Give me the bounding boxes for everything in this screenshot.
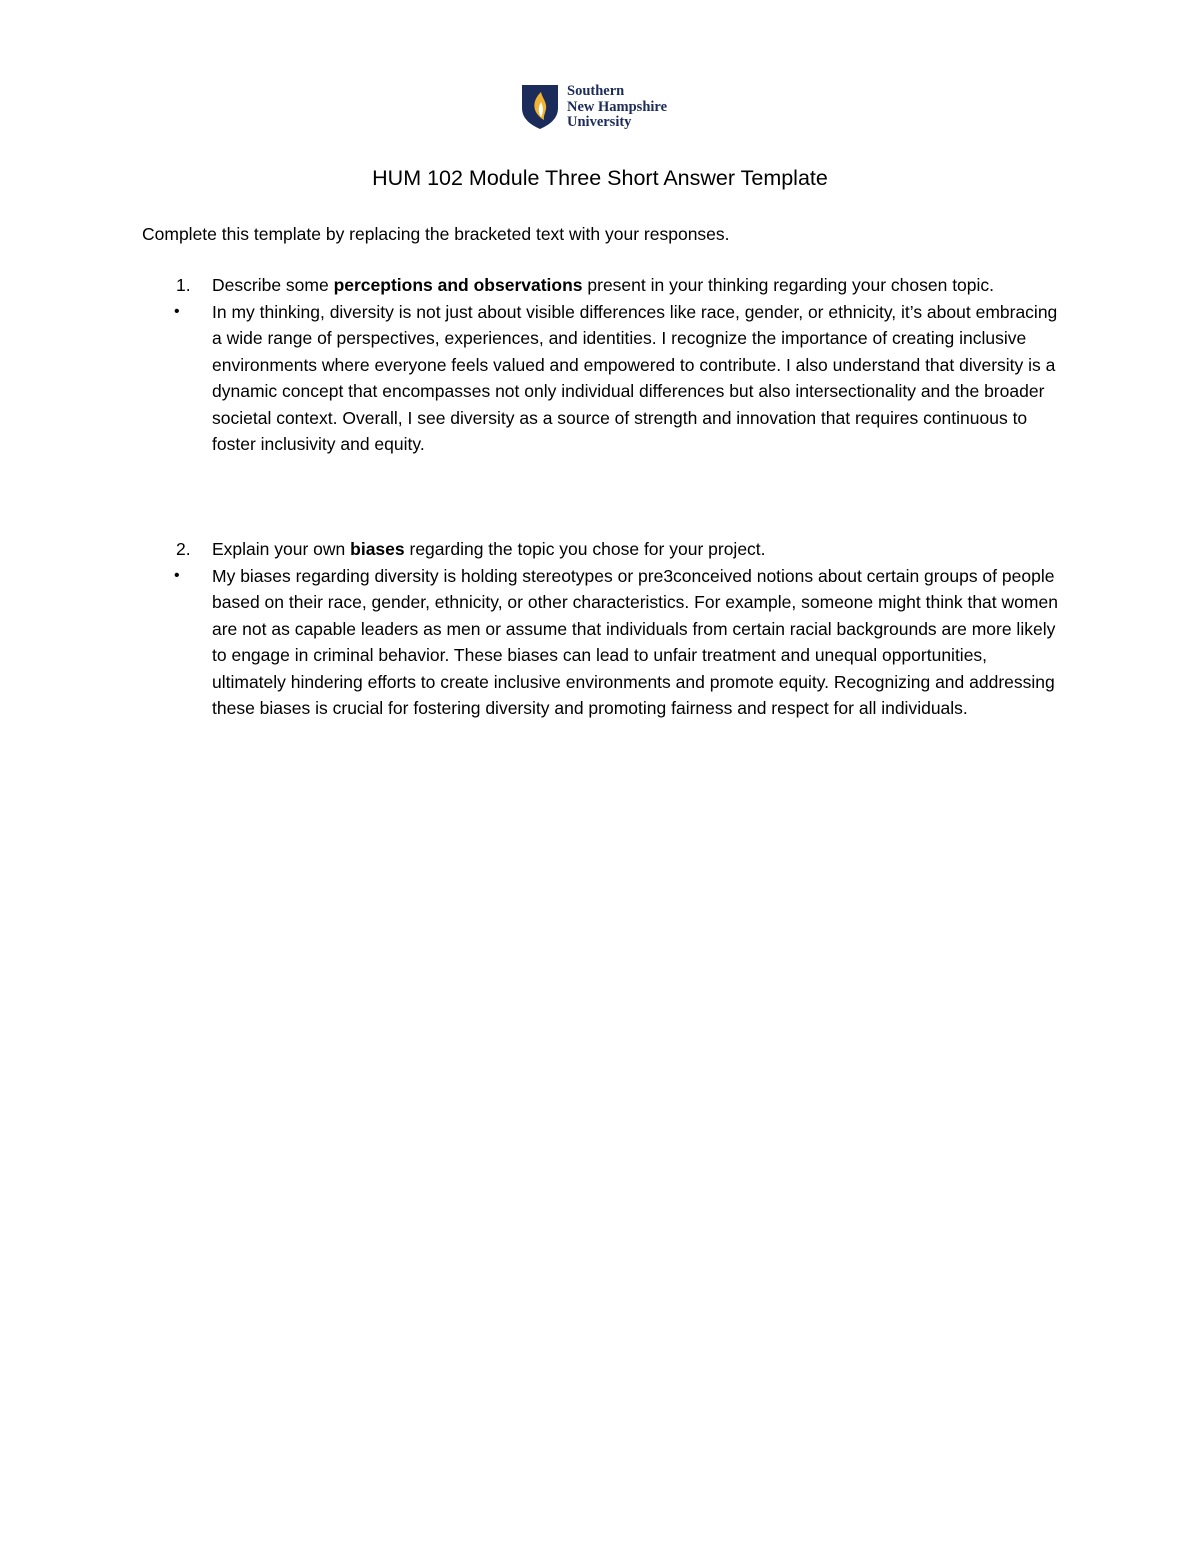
question-2-prefix: Explain your own	[212, 539, 351, 559]
logo-line-3: University	[567, 114, 632, 130]
bullet-icon: •	[174, 302, 180, 320]
university-logo	[521, 84, 667, 131]
question-1-block	[0, 272, 1200, 458]
document-title: HUM 102 Module Three Short Answer Template	[372, 166, 828, 190]
question-1-suffix: present in your thinking regarding your chosen topic.	[582, 275, 995, 295]
logo-line-1: Southern	[567, 83, 625, 99]
question-2-suffix: regarding the topic you chose for your project.	[404, 539, 766, 559]
answer-1-text: In my thinking, diversity is not just about visible differences like race, gender, or ethnicity, it’s about embracing a wide range of perspectives, experiences, and identities. I recognize the importance of creating inclusive environments where everyone feels valued and empowered to contribute. I also understand that diversity is a dynamic concept that encompasses not only individual differences but also intersectionality and the broader societal context. Overall, I see diversity as a source of strength and innovation that requires continuous to foster inclusivity and equity.	[212, 301, 1058, 454]
shield-flame-icon	[521, 84, 559, 130]
question-2	[0, 536, 1060, 563]
bullet-icon: •	[174, 566, 180, 584]
question-2-block	[0, 536, 1200, 722]
question-2-number: 2.	[176, 539, 191, 559]
answer-2-text: My biases regarding diversity is holding stereotypes or pre3conceived notions about certain groups of people based on their race, gender, ethnicity, or other characteristics. For example, someone might think that women are not as capable leaders as men or assume that individuals from certain racial backgrounds are more likely to engage in criminal behavior. These biases can lead to unfair treatment and unequal opportunities, ultimately hindering efforts to create inclusive environments and promote equity. Recognizing and addressing these biases is crucial for fostering diversity and promoting fairness and respect for all individuals.	[212, 565, 1058, 718]
question-2-emphasis: biases	[350, 539, 405, 559]
question-1-number: 1.	[176, 275, 191, 295]
instructions-text: Complete this template by replacing the bracketed text with your responses.	[142, 224, 730, 244]
logo-line-2: New Hampshire	[567, 98, 668, 115]
answer-1	[0, 299, 1060, 458]
question-1	[0, 272, 1060, 299]
answer-2	[0, 563, 1060, 722]
question-1-prefix: Describe some	[212, 275, 334, 295]
question-1-emphasis: perceptions and observations	[333, 275, 583, 295]
logo-wordmark	[567, 84, 667, 131]
